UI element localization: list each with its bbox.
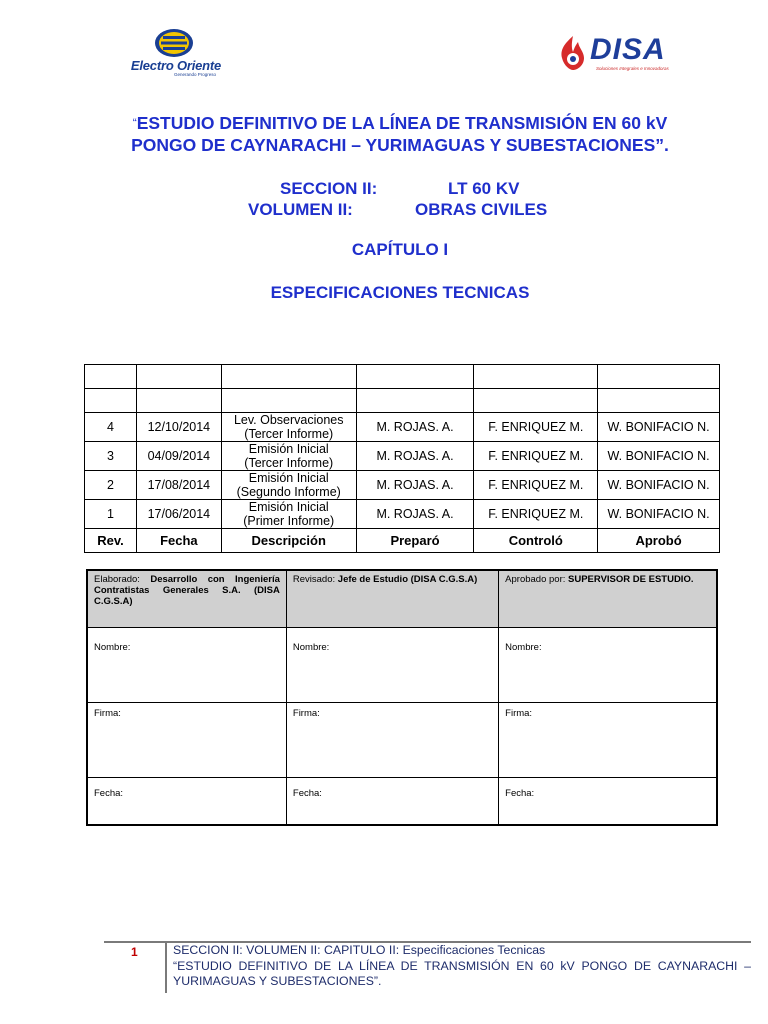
approval-table [86,569,718,826]
footer-vertical-divider [165,941,167,993]
aprobado-label: Aprobado por: [505,574,566,585]
chapter-heading: CAPÍTULO I [351,240,449,259]
aprobado-cell [499,570,717,628]
section-value: LT 60 KV [448,179,520,198]
descripcion-line-2: (Tercer Informe) [244,456,334,470]
approval-header-row [87,570,717,628]
fecha-label: Fecha: [499,778,717,826]
revisado-value: Jefe de Estudio (DISA C.G.S.A) [337,574,478,585]
disa-logo [556,34,696,76]
rev-cell: 2 [85,471,137,500]
volume-value: OBRAS CIVILES [415,200,548,219]
electro-oriente-logo [108,28,244,78]
aprobo-cell: W. BONIFACIO N. [598,413,720,442]
nombre-row [87,628,717,703]
header-rev: Rev. [85,529,137,553]
rev-cell: 4 [85,413,137,442]
descripcion-line-2: (Primer Informe) [243,514,335,528]
rev-cell: 3 [85,442,137,471]
descripcion-cell [221,500,356,529]
header-descripcion: Descripción [221,529,356,553]
revisado-cell [286,570,498,628]
elaborado-label: Elaborado: [94,574,140,585]
footer-text [173,943,751,990]
aprobo-cell: W. BONIFACIO N. [598,500,720,529]
descripcion-line-1: Emisión Inicial [248,500,329,514]
volume-label: VOLUMEN II: [248,200,353,219]
section-label: SECCION II: [280,179,378,198]
table-row [85,500,720,529]
controlo-cell: F. ENRIQUEZ M. [474,413,598,442]
table-row-empty [85,365,720,389]
table-row [85,442,720,471]
descripcion-cell [221,471,356,500]
preparo-cell: M. ROJAS. A. [356,413,474,442]
electro-oriente-name: Electro Oriente [130,58,222,73]
page-number: 1 [131,945,138,959]
footer-line-1: SECCION II: VOLUMEN II: CAPITULO II: Especificaciones Tecnicas [173,943,546,957]
descripcion-cell [221,442,356,471]
aprobo-cell: W. BONIFACIO N. [598,442,720,471]
descripcion-line-2: (Tercer Informe) [244,427,334,441]
preparo-cell: M. ROJAS. A. [356,442,474,471]
header-controlo: Controló [474,529,598,553]
elaborado-cell [87,570,286,628]
disa-tagline: Soluciones Integrales e Innovadoras [596,66,669,71]
fecha-cell: 12/10/2014 [136,413,221,442]
title-line-1-text: ESTUDIO DEFINITIVO DE LA LÍNEA DE TRANSMISIÓN EN 60 kV [136,113,668,133]
preparo-cell: M. ROJAS. A. [356,500,474,529]
aprobado-value: SUPERVISOR DE ESTUDIO. [568,574,694,585]
header-fecha: Fecha [136,529,221,553]
descripcion-line-1: Emisión Inicial [248,442,329,456]
rev-cell: 1 [85,500,137,529]
firma-row [87,703,717,778]
fecha-cell: 17/06/2014 [136,500,221,529]
fecha-cell: 04/09/2014 [136,442,221,471]
descripcion-line-2: (Segundo Informe) [236,485,341,499]
header-aprobo: Aprobó [598,529,720,553]
fecha-row [87,778,717,826]
firma-label: Firma: [286,703,498,778]
subject-heading: ESPECIFICACIONES TECNICAS [270,283,530,302]
fecha-label: Fecha: [286,778,498,826]
footer-line-3: YURIMAGUAS Y SUBESTACIONES”. [173,974,382,988]
disa-flame-icon [556,34,590,72]
table-row [85,471,720,500]
descripcion-line-1: Emisión Inicial [248,471,329,485]
fecha-label: Fecha: [87,778,286,826]
aprobo-cell: W. BONIFACIO N. [598,471,720,500]
preparo-cell: M. ROJAS. A. [356,471,474,500]
nombre-label: Nombre: [499,628,717,703]
fecha-cell: 17/08/2014 [136,471,221,500]
elaborado-value: Desarrollo con Ingeniería Contratistas Generales S.A. (DISA C.G.S.A) [94,574,280,607]
firma-label: Firma: [87,703,286,778]
disa-name: DISA [590,33,666,66]
electro-oriente-tagline: Generando Progreso [174,72,217,77]
header-preparo: Preparó [356,529,474,553]
controlo-cell: F. ENRIQUEZ M. [474,442,598,471]
nombre-label: Nombre: [286,628,498,703]
revisado-label: Revisado: [292,574,336,585]
firma-label: Firma: [499,703,717,778]
controlo-cell: F. ENRIQUEZ M. [474,500,598,529]
table-row-empty [85,389,720,413]
descripcion-line-1: Lev. Observaciones [233,413,344,427]
revision-table [84,364,720,553]
title-open-quote: “ [132,116,137,130]
document-title-line-1 [80,112,720,134]
nombre-label: Nombre: [87,628,286,703]
electro-oriente-emblem-icon [154,28,194,58]
table-row [85,413,720,442]
controlo-cell: F. ENRIQUEZ M. [474,471,598,500]
table-header-row [85,529,720,553]
document-title-line-2: PONGO DE CAYNARACHI – YURIMAGUAS Y SUBESTACIONES”. [131,135,669,155]
footer-line-2: “ESTUDIO DEFINITIVO DE LA LÍNEA DE TRANSMISIÓN EN 60 kV PONGO DE CAYNARACHI – [173,958,751,973]
descripcion-cell [221,413,356,442]
